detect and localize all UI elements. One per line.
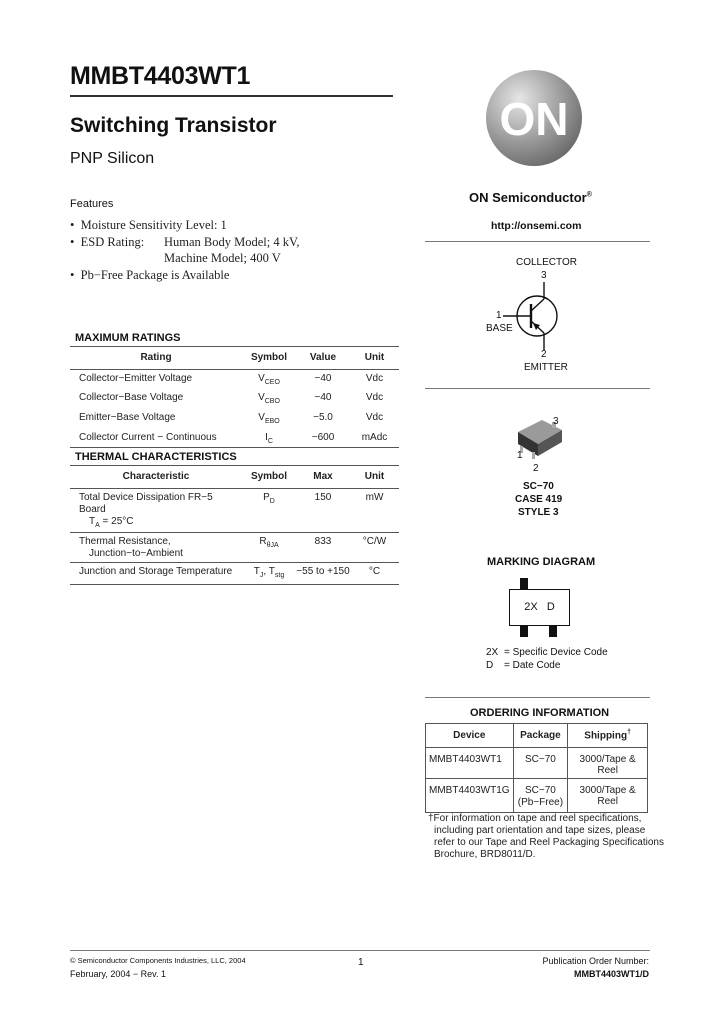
feature-item: • ESD Rating: [70,235,145,249]
copyright: © Semiconductor Components Industries, LLC, 2004 [70,956,246,965]
thermal-char: Junction and Storage Temperature [70,562,242,584]
header-rule [70,95,393,97]
col-header: Value [296,347,350,369]
col-header: Package [513,724,568,748]
max-ratings-table [70,347,399,449]
col-header: Shipping† [568,724,648,748]
ordering-heading: ORDERING INFORMATION [470,707,610,719]
rating-value: −5.0 [313,412,333,423]
company-name: ON Semiconductor® [469,190,592,205]
table-row [426,779,648,813]
device-cell: MMBT4403WT1 [426,748,514,779]
feature-text: Pb−Free Package is Available [80,268,230,282]
revision-date: February, 2004 − Rev. 1 [70,969,166,979]
rating-unit: Vdc [365,412,384,423]
document-title: Switching Transistor [70,114,277,137]
thermal-table [70,466,399,585]
package-pin-1: 1 [517,450,523,461]
thermal-heading: THERMAL CHARACTERISTICS [75,451,237,463]
feature-item: • Pb−Free Package is Available [70,268,230,282]
emitter-pin: 2 [541,349,547,360]
ordering-footnote [428,813,664,861]
thermal-symbol: $P_D$ [242,488,296,532]
package-cell: SC−70 (Pb−Free) [513,779,568,813]
col-header: Unit [350,347,399,369]
feature-item: • Moisture Sensitivity Level: 1 [70,218,227,232]
esd-rating-line2: Machine Model; 400 V [164,251,281,265]
device-cell: MMBT4403WT1G [426,779,514,813]
document-subtitle: PNP Silicon [70,150,155,167]
publication-label: Publication Order Number: [542,956,649,966]
pnp-transistor-symbol [500,282,570,352]
footnote-line: Brochure, BRD8011/D. [434,849,536,860]
thermal-max: 150 [296,488,350,532]
footnote-line: including part orientation and tape sizes, please [434,825,646,836]
features-heading: Features [70,198,114,210]
esd-rating-line1: Human Body Model; 4 kV, [164,235,300,249]
rating-unit: Vdc [365,392,384,403]
table-row [426,748,648,779]
ordering-table [425,723,648,813]
right-rule-3 [425,697,650,698]
table-row [70,429,399,449]
thermal-unit: °C [350,562,399,584]
thermal-symbol: $R_{\theta JA}$ [242,532,296,562]
col-header: Device [426,724,514,748]
marking-pin-right [549,625,557,637]
footnote-line: †For information on tape and reel specifications, [428,813,642,824]
rating-name: Collector−Base Voltage [79,392,184,403]
footer-rule [70,950,650,951]
col-header: Symbol [242,347,296,369]
marking-heading: MARKING DIAGRAM [487,556,596,568]
right-rule-2 [425,388,650,389]
table-row [70,369,399,389]
thermal-unit: mW [350,488,399,532]
rating-name: Collector Current − Continuous [79,432,217,443]
part-number: MMBT4403WT1 [70,62,251,90]
marking-legend-desc: = Specific Device Code [504,647,608,658]
rating-value: −40 [314,372,332,384]
publication-number: MMBT4403WT1/D [573,969,649,979]
col-header: Rating [70,347,242,369]
col-header: Characteristic [70,466,242,488]
rating-symbol: $V_{CEO}$ [258,372,280,386]
thermal-max: −55 to +150 [296,562,350,584]
rating-name: Emitter−Base Voltage [79,412,176,423]
package-case: CASE 419 [515,494,563,505]
rating-name: Collector−Emitter Voltage [79,372,193,384]
thermal-char: Thermal Resistance, Junction−to−Ambient [70,532,242,562]
table-row [70,389,399,409]
package-pin-2: 2 [533,463,539,474]
table-row [70,409,399,429]
thermal-unit: °C/W [350,532,399,562]
rating-symbol: $V_{EBO}$ [258,412,280,425]
table-row [70,532,399,562]
rating-symbol: $V_{CBO}$ [258,392,280,405]
rating-unit: Vdc [365,372,384,384]
table-row [70,562,399,584]
rating-value: −40 [314,392,332,403]
package-pin-3: 3 [553,416,559,427]
col-header: Symbol [242,466,296,488]
on-semiconductor-logo [484,68,584,168]
marking-legend-desc: = Date Code [504,660,561,671]
max-ratings-bottom-rule [70,447,399,448]
feature-text: ESD Rating: [80,235,145,249]
feature-text: Moisture Sensitivity Level: 1 [80,218,227,232]
col-header: Unit [350,466,399,488]
col-header: Max [296,466,350,488]
thermal-char: Total Device Dissipation FR−5 Board $T_A = 25^\circ C$ [70,488,242,532]
emitter-label: EMITTER [524,362,568,373]
page-number: 1 [358,957,364,968]
rating-symbol: $I_C$ [265,432,273,445]
thermal-symbol: $T_J$, $T_{stg}$ [242,562,296,584]
package-cell: SC−70 [513,748,568,779]
max-ratings-heading: MAXIMUM RATINGS [75,332,181,344]
shipping-cell: 3000/Tape & Reel [568,779,648,813]
thermal-max: 833 [296,532,350,562]
collector-label: COLLECTOR [516,257,577,268]
rating-unit: mAdc [361,432,388,443]
logo-text: ON [499,93,569,145]
table-row [70,488,399,532]
base-label: BASE [486,323,513,334]
collector-pin: 3 [541,270,547,281]
website-link[interactable]: http://onsemi.com [491,220,582,232]
package-style: STYLE 3 [518,507,559,518]
base-pin: 1 [496,310,502,321]
shipping-cell: 3000/Tape & Reel [568,748,648,779]
marking-pin-left [520,625,528,637]
marking-legend-code: D [486,660,494,671]
footnote-line: refer to our Tape and Reel Packaging Specifications [434,837,664,848]
marking-chip: 2X D [509,589,570,626]
marking-legend-code: 2X [486,647,499,658]
right-rule-1 [425,241,650,242]
package-name: SC−70 [523,481,554,492]
rating-value: −600 [311,432,335,443]
